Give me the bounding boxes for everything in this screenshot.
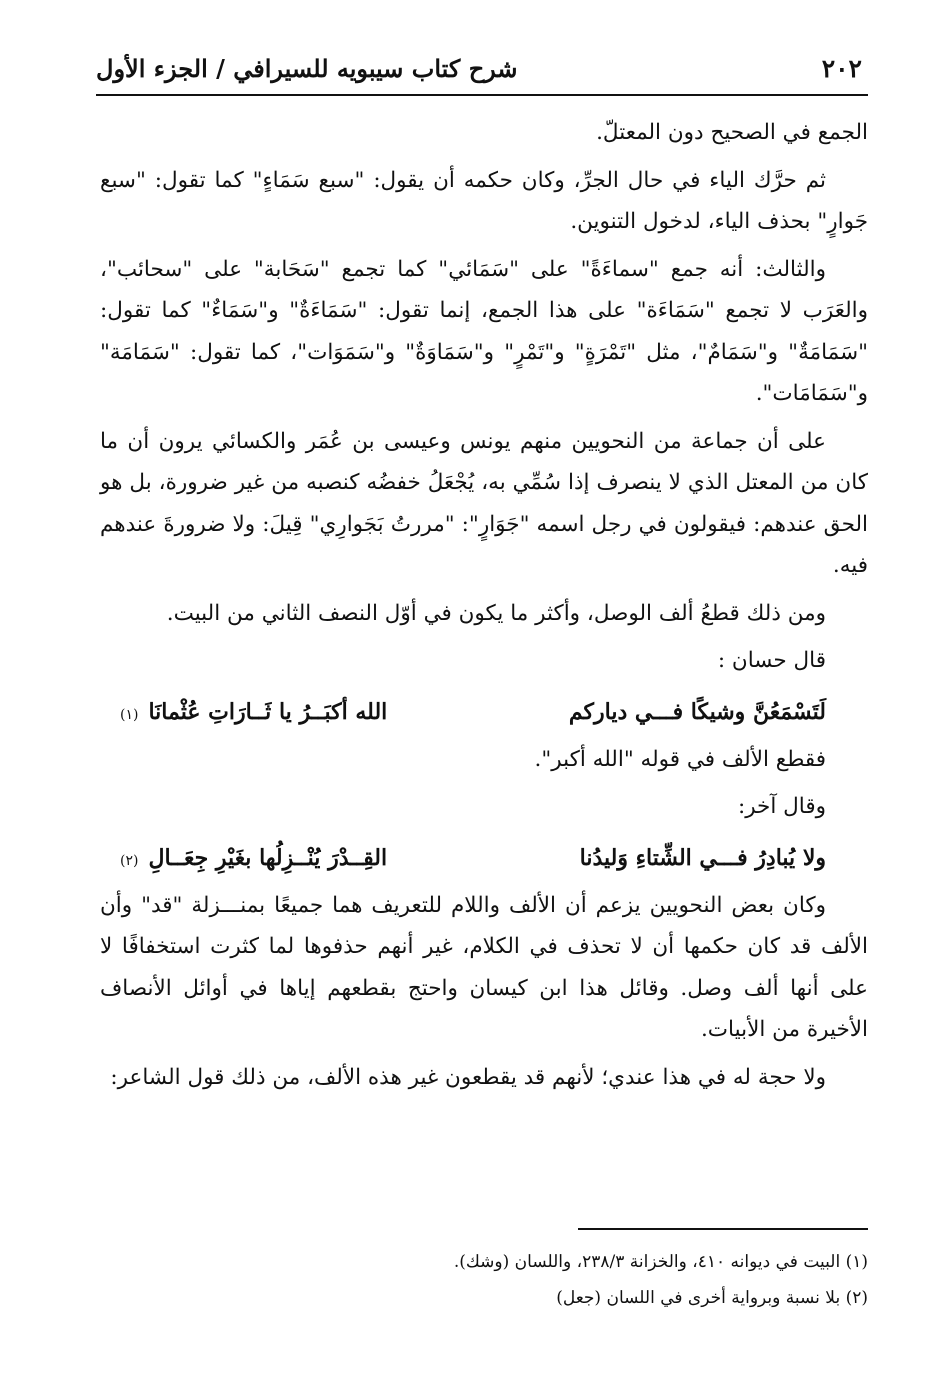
verse-second-hemistich: الله أكبَــرُ يا ثَــارَاتِ عُثْمانَا — [148, 698, 388, 725]
paragraph: والثالث: أنه جمع "سماءَةً" على "سَمَائي" كما تجمع "سَحَابة" على "سحائب"، والعَرَب لا تجمع "سَمَاءَة" على هذا الجمع، إنما تقول: "سَمَاءَةٌ" و"سَمَاءٌ" كما تقول: "سَمَامَةٌ" و"سَمَامٌ"، مثل "تَمْرَةٍ" و"تَمْرٍ" و"سَمَاوَةٌ" و"سَمَوَات"، كما تقول: "سَمَامَة" و"سَمَامَات". — [100, 256, 868, 406]
verse-intro: وقال آخر: — [737, 794, 826, 819]
footnote-divider — [578, 1228, 868, 1230]
verse-line — [100, 688, 868, 739]
paragraph: ولا حجة له في هذا عندي؛ لأنهم قد يقطعون غير هذه الألف، من ذلك قول الشاعر: — [110, 1064, 826, 1090]
verse-comment: فقطع الألف في قوله "الله أكبر". — [534, 746, 826, 772]
page-number: ٢٠٢ — [821, 54, 862, 83]
page-header — [96, 50, 868, 96]
paragraph: ومن ذلك قطعُ ألف الوصل، وأكثر ما يكون في أوّل النصف الثاني من البيت. — [166, 600, 826, 626]
verse-intro: قال حسان : — [717, 648, 826, 673]
verse-second-hemistich: القِــدْرَ يُنْــزِلُها بغَيْرِ جِعَــالِ — [148, 844, 388, 871]
paragraph: على أن جماعة من النحويين منهم يونس وعيسى بن عُمَر والكسائي يرون أن ما كان من المعتل الذي لا ينصرف إذا سُمِّي به، يُجْعَلُ خفضُه كنصبه من غير ضرورة، بل هو الحق عندهم: فيقولون في رجل اسمه "جَوَارٍ": "مررتُ بَجَوارِي" قِيلَ: ولا ضرورةَ عندهم فيه. — [100, 428, 868, 578]
footnotes — [88, 1244, 868, 1316]
running-title: شرح كتاب سيبويه للسيرافي / الجزء الأول — [96, 54, 518, 83]
footnote: (١) البيت في ديوانه ٤١٠، والخزانة ٢٣٨/٣، واللسان (وشك). — [453, 1252, 868, 1272]
footnote: (٢) بلا نسبة وبرواية أخرى في اللسان (جعل) — [556, 1288, 868, 1308]
footnote-marker: (٢) — [120, 852, 139, 869]
verse-first-hemistich: ولا يُبادِرُ فـــي الشِّتاءِ وَليدُنا — [579, 844, 826, 871]
main-text — [100, 112, 868, 1104]
verse-line — [100, 834, 868, 885]
paragraph: وكان بعض النحويين يزعم أن الألف واللام للتعريف هما جميعًا بمنـــزلة "قد" وأن الألف قد كان حكمها أن لا تحذف في الكلام، غير أنهم حذفوها لما كثرت استخفافًا لا على أنها ألف وصل. وقائل هذا ابن كيسان واحتج بقطعهم إياها في أوائل الأنصاف الأخيرة من الأبيات. — [100, 892, 868, 1042]
paragraph: الجمع في الصحيح دون المعتلّ. — [596, 120, 868, 145]
verse-first-hemistich: لَتَسْمَعُنَّ وشيكًا فـــي دياركم — [568, 698, 826, 725]
footnote-marker: (١) — [120, 706, 139, 723]
paragraph: ثم حرَّك الياء في حال الجرِّ، وكان حكمه أن يقول: "سبع سَمَاءٍ" كما تقول: "سبع جَوارٍ" بحذف الياء، لدخول التنوين. — [100, 167, 868, 234]
